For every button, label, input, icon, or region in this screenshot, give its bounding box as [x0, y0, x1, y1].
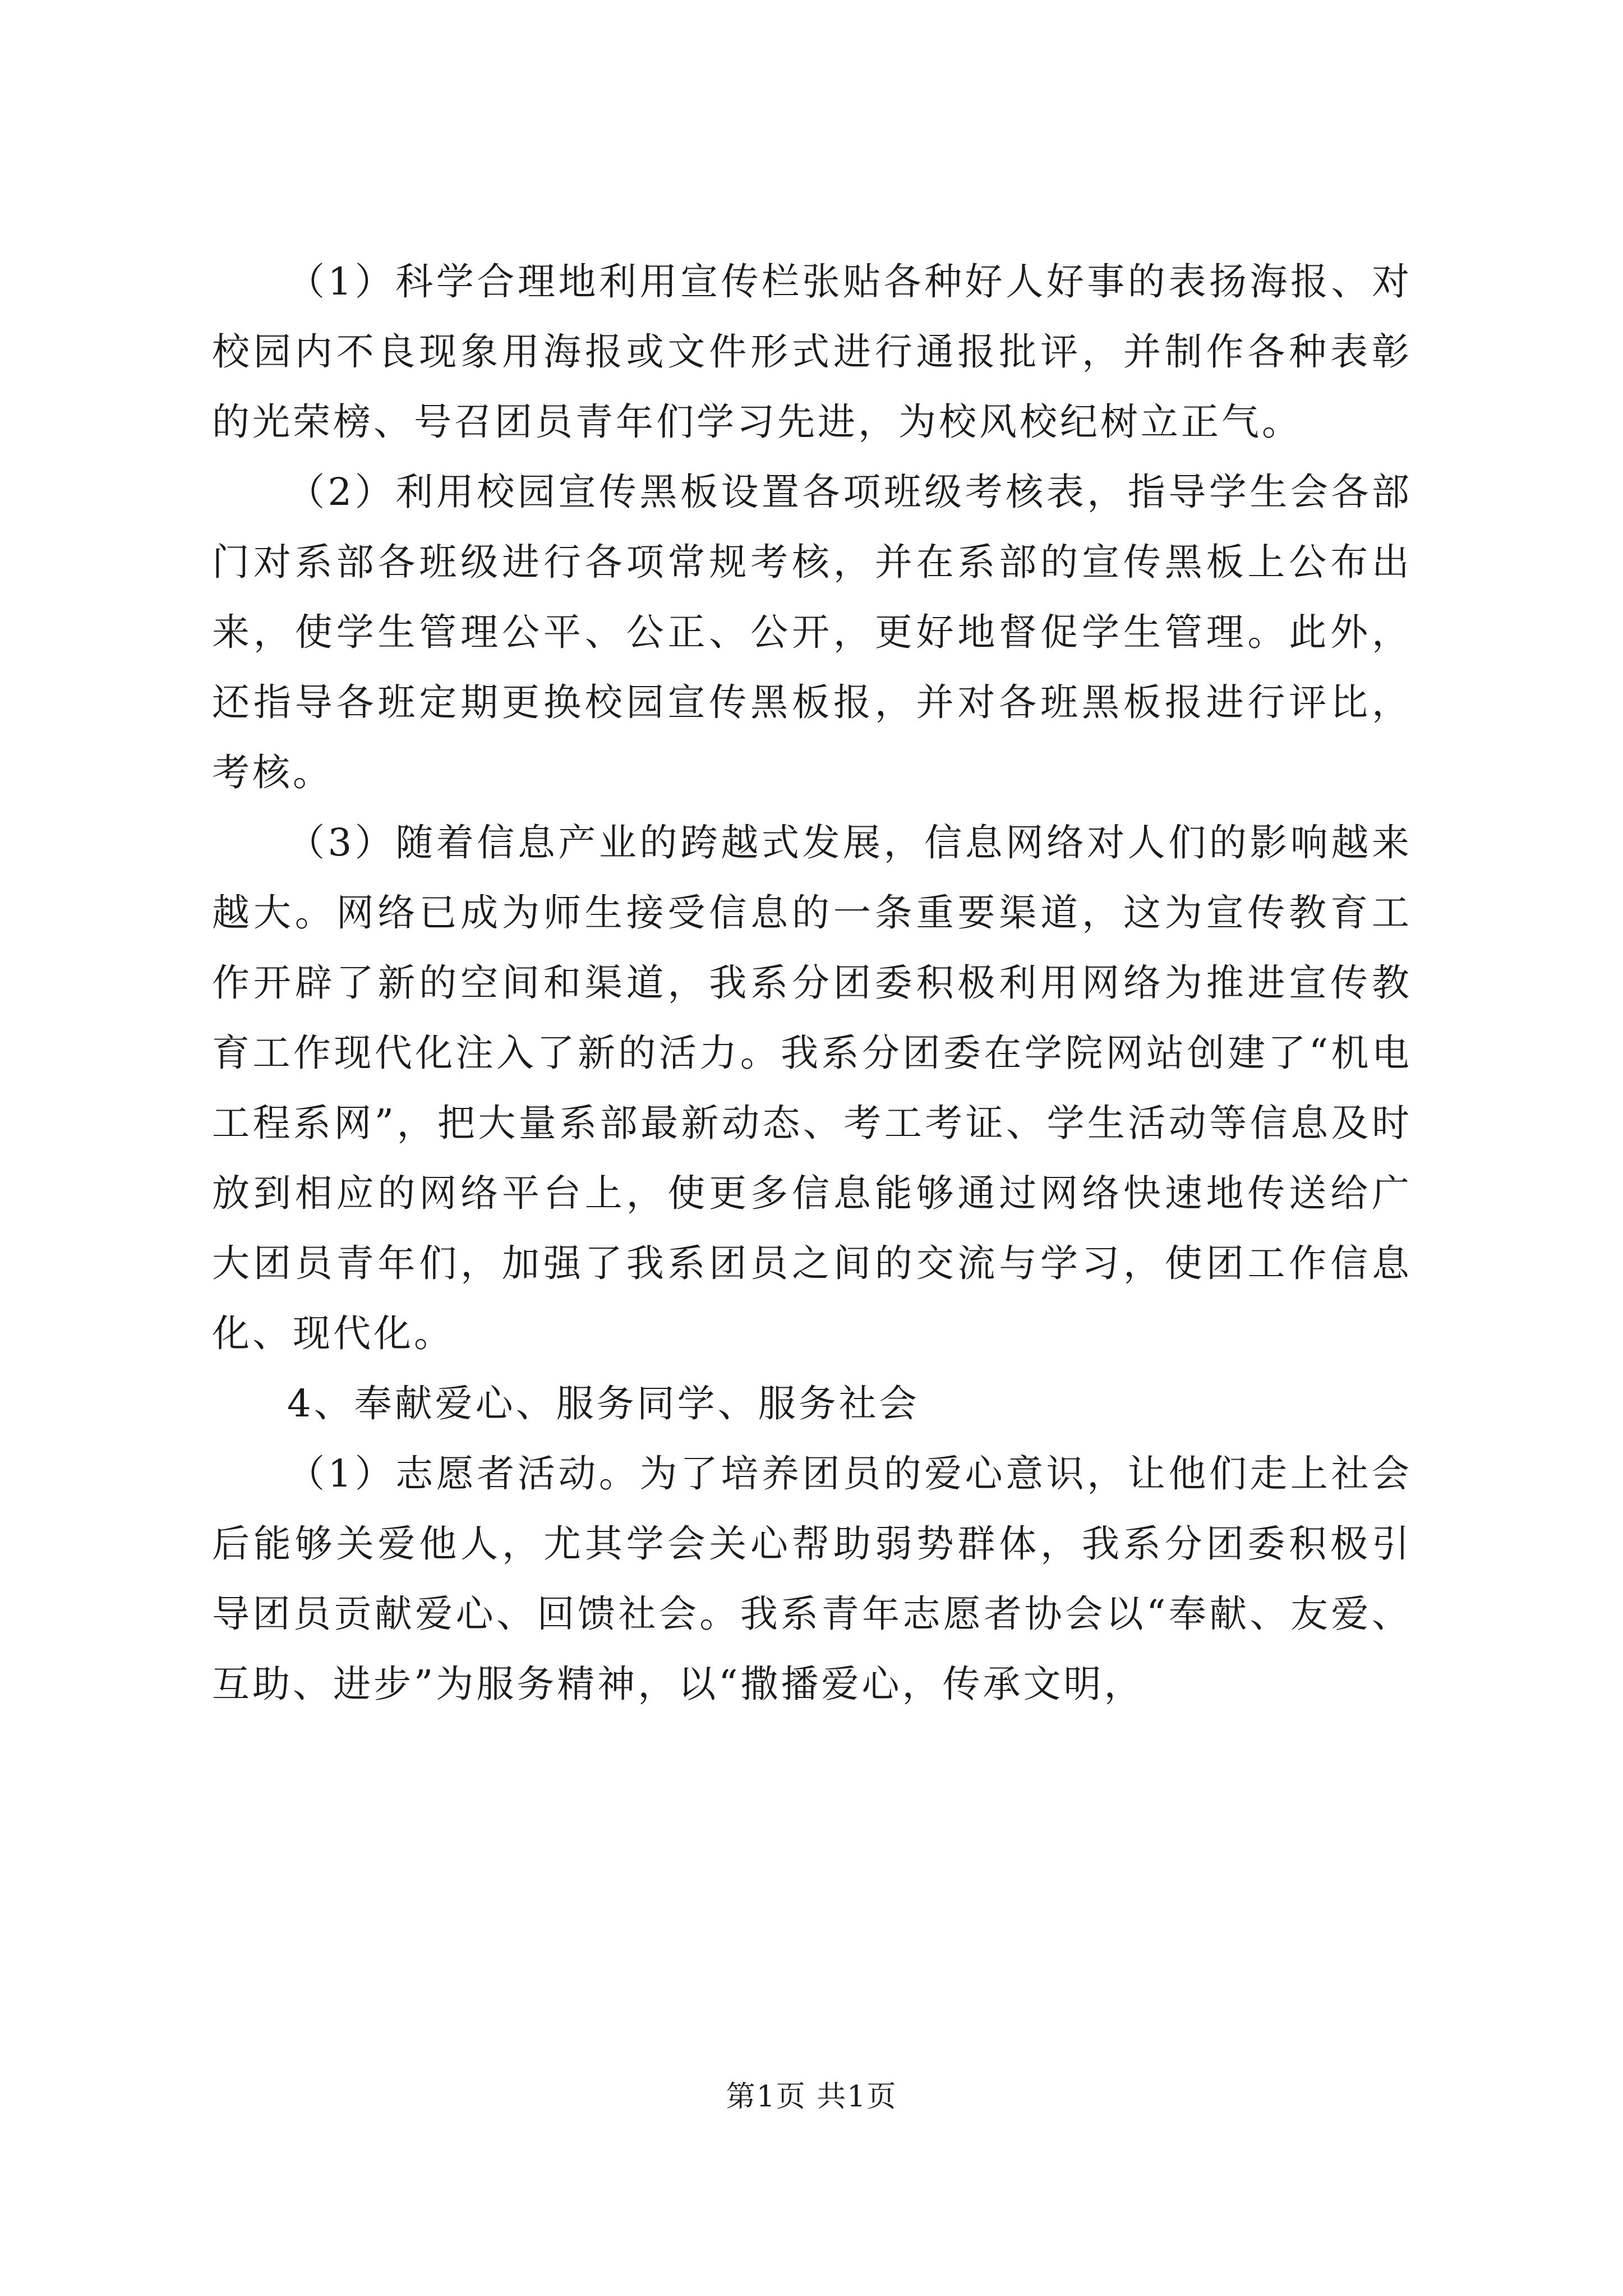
paragraph-publicity-board: （1）科学合理地利用宣传栏张贴各种好人好事的表扬海报、对校园内不良现象用海报或文件形式进行通报批评，并制作各种表彰的光荣榜、号召团员青年们学习先进，为校风校纪树立正气。: [212, 260, 1412, 444]
paragraph-network: （3）随着信息产业的跨越式发展，信息网络对人们的影响越来越大。网络已成为师生接受信息的一条重要渠道，这为宣传教育工作开辟了新的空间和渠道，我系分团委积极利用网络为推进宣传教育工作现代化注入了新的活力。我系分团委在学院网站创建了“机电工程系网”，把大量系部最新动态、考工考证、学生活动等信息及时放到相应的网络平台上，使更多信息能够通过网络快速地传送给广大团员青年们，加强了我系团员之间的交流与学习，使团工作信息化、现代化。: [212, 821, 1412, 1355]
paragraph-volunteer: （1）志愿者活动。为了培养团员的爱心意识，让他们走上社会后能够关爱他人，尤其学会关心帮助弱势群体，我系分团委积极引导团员贡献爱心、回馈社会。我系青年志愿者协会以“奉献、友爱、互助、进步”为服务精神，以“撒播爱心，传承文明，: [212, 1452, 1412, 1706]
document-body: [212, 247, 1412, 1719]
page-footer: 第1页 共1页: [726, 2080, 897, 2114]
paragraph-blackboard: （2）利用校园宣传黑板设置各项班级考核表，指导学生会各部门对系部各班级进行各项常规考核，并在系部的宣传黑板上公布出来，使学生管理公平、公正、公开，更好地督促学生管理。此外，还指导各班定期更换校园宣传黑板报，并对各班黑板报进行评比，考核。: [212, 470, 1412, 794]
section-heading: 4、奉献爱心、服务同学、服务社会: [287, 1382, 920, 1425]
